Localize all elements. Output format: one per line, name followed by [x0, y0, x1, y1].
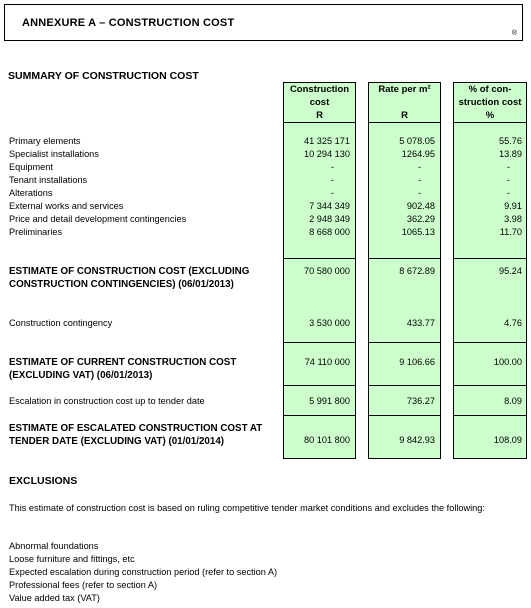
- title-box: [4, 4, 523, 41]
- row-label: Equipment: [9, 162, 53, 172]
- percent-value: 55.76: [499, 136, 522, 146]
- section-divider: [368, 258, 441, 259]
- rate-value: -: [417, 162, 421, 172]
- percent-value: 9.91: [504, 201, 522, 211]
- percent-value: 11.70: [499, 227, 522, 237]
- rate-value: 8 672.89: [399, 266, 435, 276]
- column-header-rate: [368, 83, 441, 122]
- percent-value: 13.89: [499, 149, 522, 159]
- percent-value: -: [506, 175, 510, 185]
- cost-value: -: [330, 188, 334, 198]
- rate-value: 433.77: [406, 318, 435, 328]
- rate-value: 902.48: [406, 201, 435, 211]
- section-divider: [368, 385, 441, 386]
- section-divider: [453, 342, 527, 343]
- cost-value: 8 668 000: [309, 227, 350, 237]
- percent-value: 100.00: [493, 357, 522, 367]
- section-divider: [453, 258, 527, 259]
- row-label: Price and detail development contingencies: [9, 214, 187, 224]
- column-header-line: Rate per m²: [378, 84, 431, 95]
- list-item: Loose furniture and fittings, etc: [9, 554, 135, 564]
- rate-value: 1065.13: [401, 227, 435, 237]
- row-label: Alterations: [9, 188, 53, 198]
- rate-value: 362.29: [406, 214, 435, 224]
- section-divider: [453, 415, 527, 416]
- exclusions-paragraph: This estimate of construction cost is based on ruling competitive tender market conditions and excludes the following:: [9, 503, 485, 513]
- list-item: Abnormal foundations: [9, 541, 99, 551]
- column-header-line: Construction: [289, 84, 350, 95]
- row-label: Primary elements: [9, 136, 81, 146]
- rate-value: -: [417, 175, 421, 185]
- estimate-label: ESTIMATE OF CURRENT CONSTRUCTION COST (EXCLUDING VAT) (06/01/2013): [9, 357, 237, 381]
- rate-value: 736.27: [406, 396, 435, 406]
- exclusions-heading: EXCLUSIONS: [9, 475, 78, 487]
- column-header-percent: [453, 83, 527, 122]
- rate-value: 1264.95: [401, 149, 435, 159]
- cost-value: -: [330, 162, 334, 172]
- section-divider: [283, 342, 356, 343]
- cost-value: -: [330, 175, 334, 185]
- row-label: Preliminaries: [9, 227, 63, 237]
- section-divider: [368, 342, 441, 343]
- column-unit: R: [401, 110, 408, 121]
- column-header-line: struction cost: [458, 97, 522, 108]
- cost-value: 74 110 000: [304, 357, 350, 367]
- section-divider: [283, 415, 356, 416]
- percent-value: 3.98: [504, 214, 522, 224]
- registered-mark: ®: [511, 30, 517, 37]
- cost-value: 7 344 349: [309, 201, 350, 211]
- section-divider: [283, 258, 356, 259]
- percent-value: 108.09: [493, 435, 522, 445]
- list-item: Expected escalation during construction period (refer to section A): [9, 567, 278, 577]
- header-divider: [283, 122, 356, 123]
- column-unit: R: [316, 110, 323, 121]
- page-title: ANNEXURE A – CONSTRUCTION COST: [22, 17, 235, 29]
- row-label: Construction contingency: [9, 318, 113, 328]
- list-item: Value added tax (VAT): [9, 593, 100, 603]
- column-header-line: [368, 96, 441, 109]
- row-label: External works and services: [9, 201, 124, 211]
- section-divider: [368, 415, 441, 416]
- row-label: Escalation in construction cost up to tender date: [9, 396, 205, 406]
- rate-value: 5 078.05: [399, 136, 435, 146]
- section-divider: [453, 385, 527, 386]
- column-header-line: % of con-: [468, 84, 512, 95]
- estimate-label: ESTIMATE OF CONSTRUCTION COST (EXCLUDING CONSTRUCTION CONTINGENCIES) (06/01/2013): [9, 266, 250, 290]
- cost-value: 41 325 171: [304, 136, 350, 146]
- percent-value: 4.76: [504, 318, 522, 328]
- column-header-line: cost: [309, 97, 330, 108]
- cost-value: 70 580 000: [304, 266, 350, 276]
- column-unit: %: [485, 110, 495, 121]
- estimate-label: ESTIMATE OF ESCALATED CONSTRUCTION COST AT TENDER DATE (EXCLUDING VAT) (01/01/2014): [9, 423, 263, 447]
- row-label: Specialist installations: [9, 149, 99, 159]
- section-divider: [283, 385, 356, 386]
- percent-value: 8.09: [504, 396, 522, 406]
- percent-value: -: [506, 188, 510, 198]
- list-item: Professional fees (refer to section A): [9, 580, 158, 590]
- rate-value: 9 106.66: [399, 357, 435, 367]
- column-header-cost: [283, 83, 356, 122]
- header-divider: [453, 122, 527, 123]
- summary-heading: SUMMARY OF CONSTRUCTION COST: [8, 70, 199, 82]
- rate-value: -: [417, 188, 421, 198]
- percent-value: 95.24: [499, 266, 522, 276]
- cost-value: 3 530 000: [309, 318, 350, 328]
- header-divider: [368, 122, 441, 123]
- cost-value: 80 101 800: [304, 435, 350, 445]
- percent-value: -: [506, 162, 510, 172]
- row-label: Tenant installations: [9, 175, 88, 185]
- cost-value: 10 294 130: [304, 149, 350, 159]
- cost-value: 2 948 349: [309, 214, 350, 224]
- cost-value: 5 991 800: [309, 396, 350, 406]
- rate-value: 9 842.93: [399, 435, 435, 445]
